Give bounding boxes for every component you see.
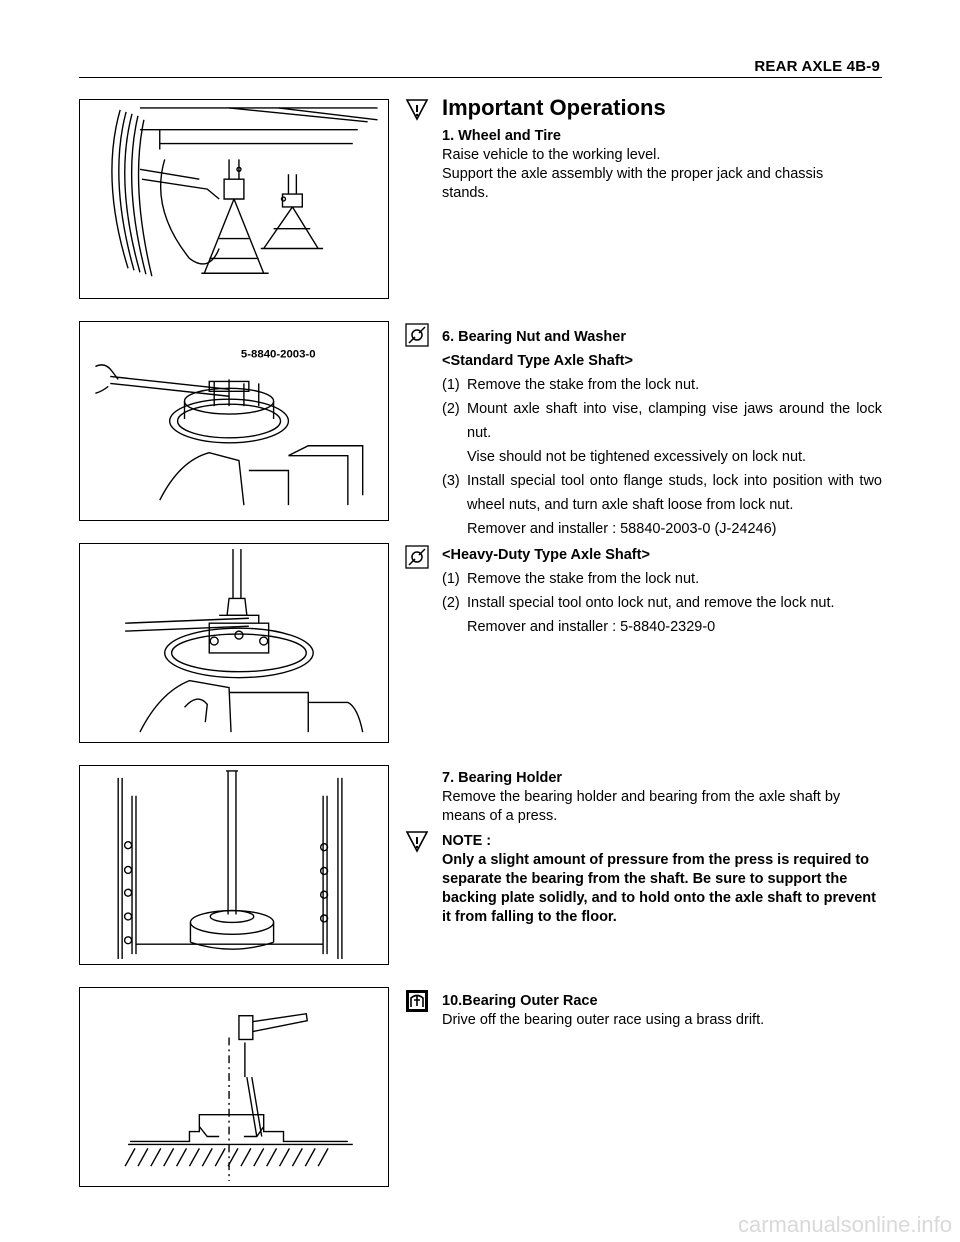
section-important-operations [442, 95, 882, 203]
item-title: 7. Bearing Holder [442, 770, 563, 786]
step: (2) Install special tool onto lock nut, and remove the lock nut. [442, 595, 835, 611]
figure-label: 5-8840-2003-0 [240, 348, 316, 361]
subheading: <Heavy-Duty Type Axle Shaft> [442, 547, 650, 563]
paragraph: Raise vehicle to the working level. [442, 147, 661, 163]
section-bearing-nut-washer [442, 325, 882, 541]
page-header [79, 58, 882, 78]
warning-icon [405, 829, 429, 853]
section-heavy-duty-axle-shaft [442, 543, 882, 639]
remove-tool-icon [405, 323, 429, 347]
paragraph: Remove the bearing holder and bearing from the axle shaft by means of a press. [442, 789, 841, 824]
item-title: 10.Bearing Outer Race [442, 993, 598, 1009]
step: (2) Mount axle shaft into vise, clamping vise jaws around the lock nut. [442, 401, 882, 441]
note-label: NOTE : [442, 833, 492, 849]
warning-icon [405, 97, 429, 121]
step: (1) Remove the stake from the lock nut. [442, 571, 700, 587]
figure-bearing-outer-race [79, 987, 389, 1187]
figure-vehicle-on-stands [79, 99, 389, 299]
page-title: REAR AXLE 4B-9 [754, 58, 880, 75]
figure-heavy-duty-lock-nut [79, 543, 389, 743]
section-heading: Important Operations [442, 95, 666, 120]
item-title: 6. Bearing Nut and Washer [442, 329, 626, 345]
figure-bearing-nut-tool [79, 321, 389, 521]
step-note: Vise should not be tightened excessively on lock nut. [467, 449, 807, 465]
header-rule [79, 77, 882, 78]
paragraph: Drive off the bearing outer race using a brass drift. [442, 1012, 765, 1028]
note-text: Only a slight amount of pressure from the press is required to separate the bearing from the shaft. Be sure to support the backing plate solidly, and to hold onto the axle shaft to prevent it from falling to the floor. [442, 852, 876, 925]
step: (3) Install special tool onto flange studs, lock into position with two wheel nuts, and turn axle shaft loose from lock nut. [442, 473, 882, 513]
subheading: <Standard Type Axle Shaft> [442, 353, 633, 369]
tool-reference: Remover and installer : 5-8840-2329-0 [467, 619, 716, 635]
step: (1) Remove the stake from the lock nut. [442, 377, 700, 393]
figure-bearing-holder-press [79, 765, 389, 965]
tool-reference: Remover and installer : 58840-2003-0 (J-24246) [467, 521, 777, 537]
watermark: carmanualsonline.info [737, 1212, 952, 1237]
section-bearing-holder [442, 769, 882, 927]
press-tool-icon [405, 989, 429, 1013]
paragraph: Support the axle assembly with the proper jack and chassis stands. [442, 166, 824, 201]
item-title: 1. Wheel and Tire [442, 128, 561, 144]
section-bearing-outer-race [442, 992, 882, 1030]
remove-tool-icon [405, 545, 429, 569]
